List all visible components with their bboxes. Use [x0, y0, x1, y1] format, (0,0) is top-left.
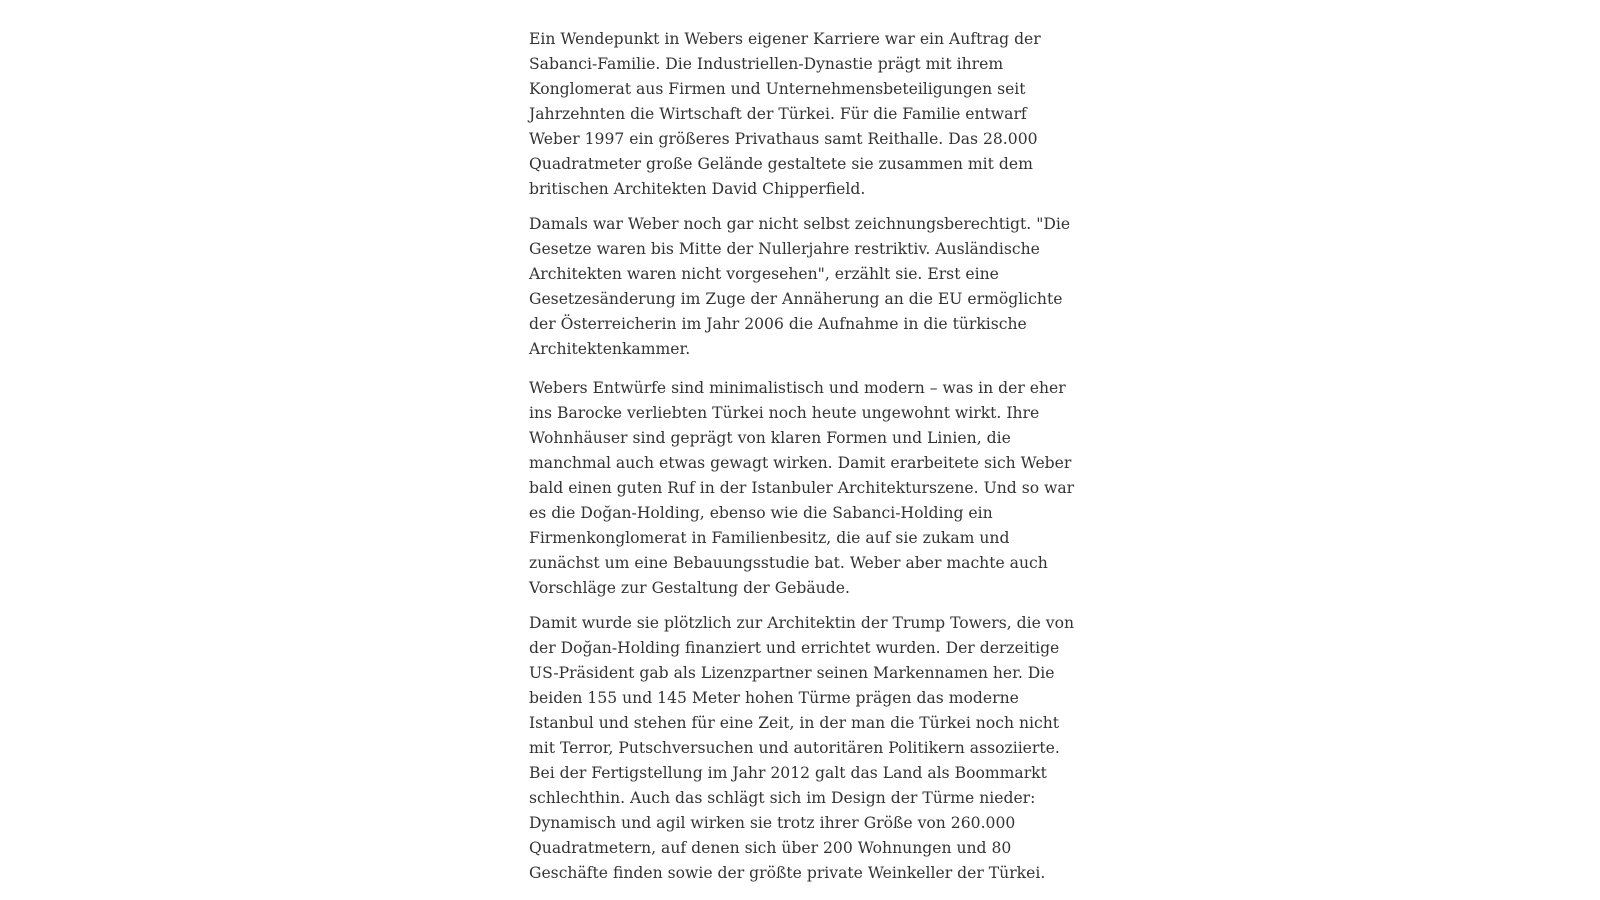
article-paragraph-3: Webers Entwürfe sind minimalistisch und modern – was in der eher ins Barocke verliebten Türkei noch heute ungewohnt wirkt. Ihre Wohnhäuser sind geprägt von klaren Formen und Linien, die manchmal auch etwas gewagt wirken. Damit erarbeitete sich Weber bald einen guten Ruf in der Istanbuler Architekturszene. Und so war es die Doğan-Holding, ebenso wie die Sabanci-Holding ein Firmenkonglomerat in Familienbesitz, die auf sie zukam und zunächst um eine Bebauungsstudie bat. Weber aber machte auch Vorschläge zur Gestaltung der Gebäude. [529, 379, 1075, 597]
article-paragraph-2: Damals war Weber noch gar nicht selbst zeichnungsberechtigt. "Die Gesetze waren bis Mitte der Nullerjahre restriktiv. Ausländische Architekten waren nicht vorgesehen", erzählt sie. Erst eine Gesetzesänderung im Zuge der Annäherung an die EU ermöglichte der Österreicherin im Jahr 2006 die Aufnahme in die türkische Architektenkammer. [529, 215, 1071, 358]
article-paragraph-1: Ein Wendepunkt in Webers eigener Karriere war ein Auftrag der Sabanci-Familie. Die Industriellen-Dynastie prägt mit ihrem Konglomerat aus Firmen und Unternehmensbeteiligungen seit Jahrzehnten die Wirtschaft der Türkei. Für die Familie entwarf Weber 1997 ein größeres Privathaus samt Reithalle. Das 28.000 Quadratmeter große Gelände gestaltete sie zusammen mit dem britischen Architekten David Chipperfield. [529, 30, 1041, 198]
article-body [529, 27, 1081, 896]
article-paragraph-4: Damit wurde sie plötzlich zur Architektin der Trump Towers, die von der Doğan-Holding finanziert und errichtet wurden. Der derzeitige US-Präsident gab als Lizenzpartner seinen Markennamen her. Die beiden 155 und 145 Meter hohen Türme prägen das moderne Istanbul und stehen für eine Zeit, in der man die Türkei noch nicht mit Terror, Putschversuchen und autoritären Politikern assoziierte. Bei der Fertigstellung im Jahr 2012 galt das Land als Boommarkt schlechthin. Auch das schlägt sich im Design der Türme nieder: Dynamisch und agil wirken sie trotz ihrer Größe von 260.000 Quadratmetern, auf denen sich über 200 Wohnungen und 80 Geschäfte finden sowie der größte private Weinkeller der Türkei. [529, 614, 1075, 882]
